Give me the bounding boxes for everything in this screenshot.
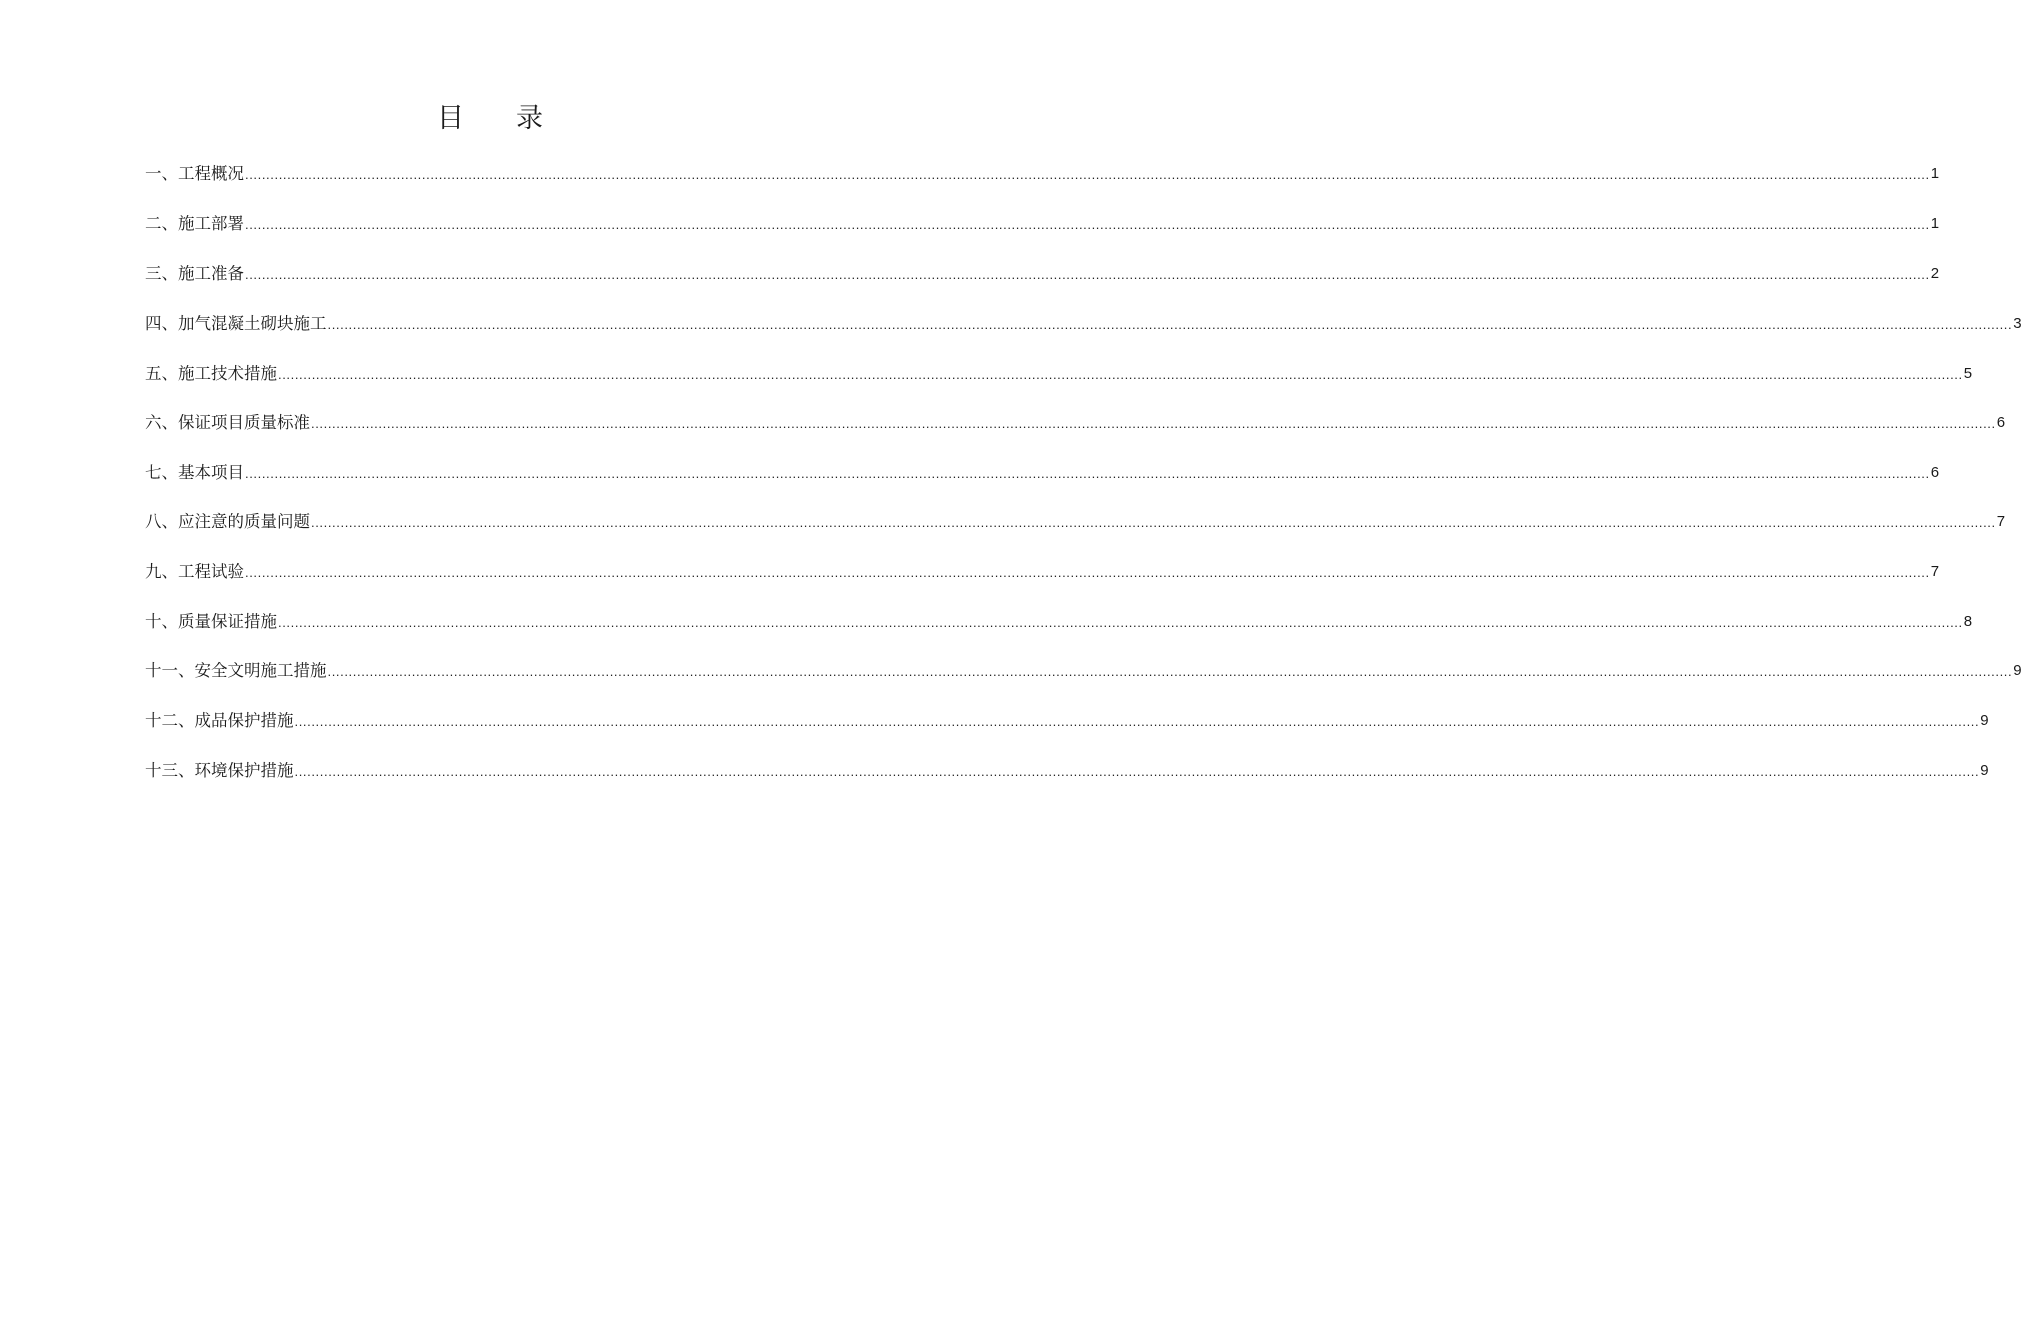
- toc-entry-label: 十二、成品保护措施: [145, 711, 294, 730]
- toc-entry-page: 9: [2013, 662, 2022, 679]
- toc-dot-leader: ................................................................................................................................................................................................................................................................................................................................................................................................................: [278, 367, 1963, 382]
- toc-entry[interactable]: [145, 210, 1940, 238]
- toc-entry-label: 八、应注意的质量问题: [145, 512, 310, 531]
- toc-dot-leader: ................................................................................................................................................................................................................................................................................................................................................................................................................: [245, 565, 1930, 580]
- toc-title: [0, 96, 980, 135]
- toc-entry-label: 九、工程试验: [145, 562, 244, 581]
- toc-dot-leader: ................................................................................................................................................................................................................................................................................................................................................................................................................: [327, 317, 2013, 332]
- toc-entry-label: 一、工程概况: [145, 164, 244, 183]
- toc-entry-page: 3: [2013, 315, 2022, 332]
- toc-dot-leader: ................................................................................................................................................................................................................................................................................................................................................................................................................: [294, 714, 1980, 729]
- toc-entry[interactable]: [145, 310, 2022, 338]
- toc-entry-page: 1: [1930, 165, 1940, 182]
- toc-entry-page: 6: [1930, 464, 1940, 481]
- toc-entry-page: 6: [1996, 414, 2006, 431]
- toc-entry[interactable]: [145, 558, 1940, 586]
- toc-entry[interactable]: [145, 160, 1940, 188]
- toc-entry-label: 四、加气混凝土砌块施工: [145, 314, 327, 333]
- toc-dot-leader: ................................................................................................................................................................................................................................................................................................................................................................................................................: [245, 466, 1930, 481]
- toc-entry[interactable]: [145, 657, 2022, 685]
- toc-entry-label: 五、施工技术措施: [145, 364, 277, 383]
- toc-entry-page: 8: [1963, 613, 1973, 630]
- toc-entry[interactable]: [145, 409, 2006, 437]
- toc-entry-page: 7: [1996, 513, 2006, 530]
- toc-entry[interactable]: [145, 707, 1989, 735]
- toc-entry-label: 二、施工部署: [145, 214, 244, 233]
- toc-entry-page: 5: [1963, 365, 1973, 382]
- toc-entry-label: 十三、环境保护措施: [145, 761, 294, 780]
- toc-entry-label: 六、保证项目质量标准: [145, 413, 310, 432]
- toc-dot-leader: ................................................................................................................................................................................................................................................................................................................................................................................................................: [311, 416, 1996, 431]
- toc-entry-label: 三、施工准备: [145, 264, 244, 283]
- toc-entry-page: 9: [1980, 762, 1989, 779]
- toc-title-char-1: 目: [437, 103, 464, 134]
- toc-title-char-2: 录: [516, 103, 543, 134]
- toc-dot-leader: ................................................................................................................................................................................................................................................................................................................................................................................................................: [311, 515, 1996, 530]
- toc-entry[interactable]: [145, 260, 1940, 288]
- toc-entry-label: 十、质量保证措施: [145, 612, 277, 631]
- toc-dot-leader: ................................................................................................................................................................................................................................................................................................................................................................................................................: [245, 167, 1930, 182]
- toc-dot-leader: ................................................................................................................................................................................................................................................................................................................................................................................................................: [278, 615, 1963, 630]
- toc-entry-page: 2: [1930, 265, 1940, 282]
- toc-entry-label: 十一、安全文明施工措施: [145, 661, 327, 680]
- toc-entry-page: 7: [1930, 563, 1940, 580]
- toc-dot-leader: ................................................................................................................................................................................................................................................................................................................................................................................................................: [294, 764, 1980, 779]
- toc-entry-label: 七、基本项目: [145, 463, 244, 482]
- toc-dot-leader: ................................................................................................................................................................................................................................................................................................................................................................................................................: [245, 267, 1930, 282]
- toc-entry-page: 1: [1930, 215, 1940, 232]
- toc-dot-leader: ................................................................................................................................................................................................................................................................................................................................................................................................................: [245, 217, 1930, 232]
- toc-entry[interactable]: [145, 608, 1973, 636]
- toc-entry-page: 9: [1980, 712, 1989, 729]
- toc-entry[interactable]: [145, 508, 2006, 536]
- toc-entry[interactable]: [145, 459, 1940, 487]
- toc-dot-leader: ................................................................................................................................................................................................................................................................................................................................................................................................................: [327, 664, 2013, 679]
- toc-entry[interactable]: [145, 360, 1973, 388]
- toc-entry[interactable]: [145, 757, 1989, 785]
